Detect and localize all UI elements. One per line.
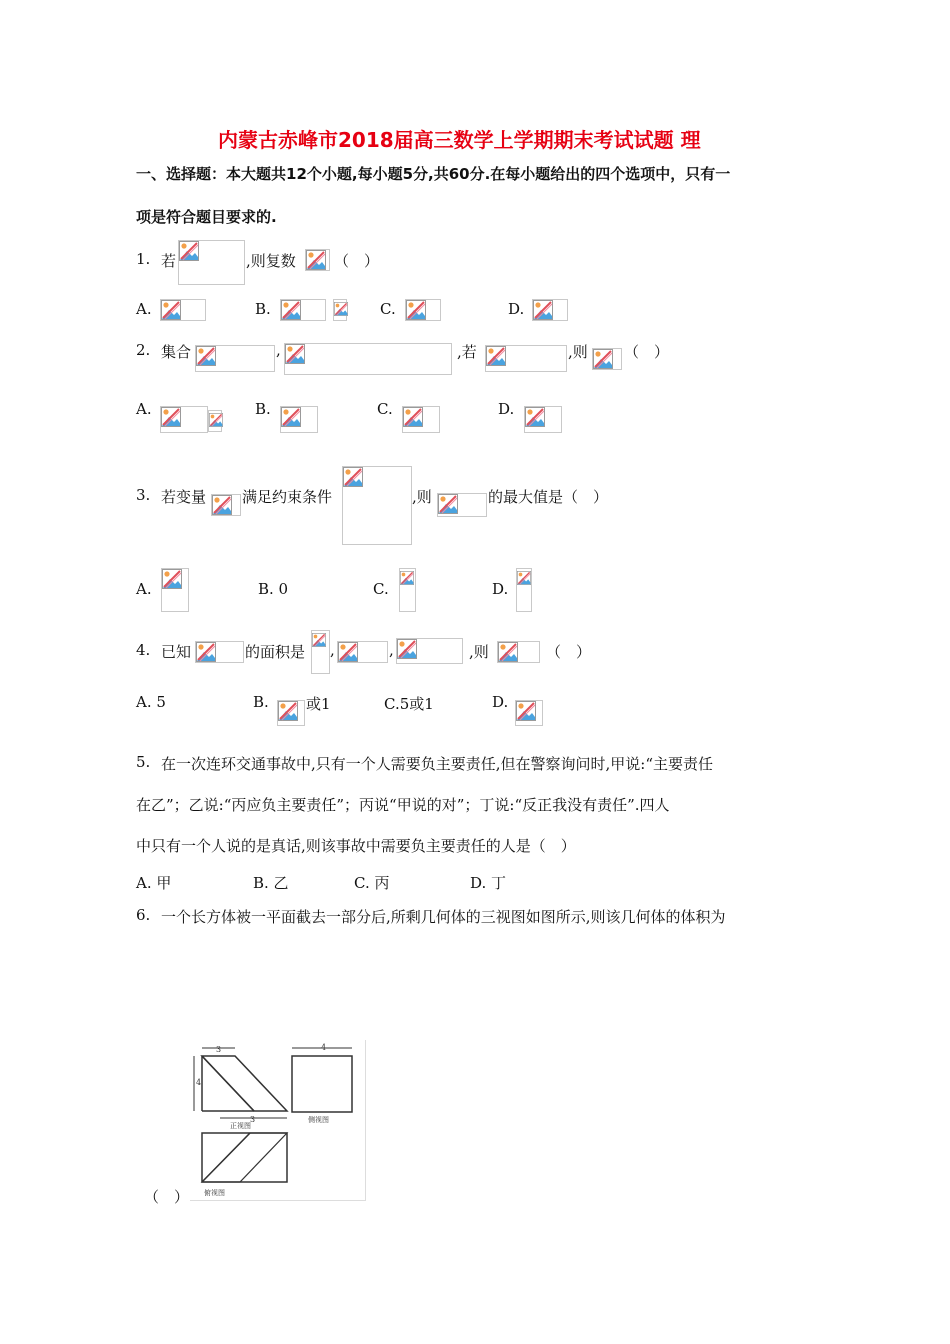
formula-image xyxy=(195,345,275,372)
broken-image-icon xyxy=(403,407,423,427)
q5-line-2: 在乙”；乙说:“丙应负主要责任”；丙说“甲说的对”；丁说:“反正我没有责任”.四人 xyxy=(136,796,670,814)
broken-image-icon xyxy=(179,241,199,261)
q5-line-1: 在一次连环交通事故中,只有一个人需要负主要责任,但在警察询问时,甲说:“主要责任 xyxy=(161,755,714,773)
q5-number: 5. xyxy=(136,753,151,771)
formula-image xyxy=(524,406,562,433)
formula-image xyxy=(160,406,208,433)
q4-text-1: 已知 xyxy=(161,643,192,661)
q1-option-b: B. xyxy=(255,300,271,318)
q5-option-a: A. 甲 xyxy=(136,874,172,892)
q2-option-c: C. xyxy=(377,400,393,418)
q1-option-a: A. xyxy=(136,300,152,318)
broken-image-icon xyxy=(161,407,181,427)
broken-image-icon xyxy=(525,407,545,427)
q2-number: 2. xyxy=(136,341,151,359)
q4-option-b-suffix: 或1 xyxy=(306,695,331,713)
q4-option-d: D. xyxy=(492,693,509,711)
broken-image-icon xyxy=(196,642,216,662)
formula-image xyxy=(333,299,347,321)
broken-image-icon xyxy=(338,642,358,662)
broken-image-icon xyxy=(281,407,301,427)
formula-image xyxy=(396,638,463,664)
q4-comma-2: , xyxy=(389,641,394,659)
top-view xyxy=(202,1133,287,1182)
broken-image-icon xyxy=(278,701,298,721)
formula-image xyxy=(515,700,543,726)
q5-option-d: D. 丁 xyxy=(470,874,507,892)
q1-number: 1. xyxy=(136,250,151,268)
front-dim-top: 3 xyxy=(216,1045,222,1054)
broken-image-icon xyxy=(209,411,223,429)
q4-option-b: B. xyxy=(253,693,269,711)
broken-image-icon xyxy=(400,569,414,587)
q1-text-2: ,则复数 xyxy=(246,252,296,270)
broken-image-icon xyxy=(486,346,506,366)
q3-option-d: D. xyxy=(492,580,509,598)
formula-image xyxy=(437,493,487,517)
formula-image xyxy=(208,410,222,432)
q4-option-c: C.5或1 xyxy=(384,695,434,713)
formula-image xyxy=(280,406,318,433)
q2-option-b: B. xyxy=(255,400,271,418)
front-dim-side: 4 xyxy=(196,1078,202,1087)
formula-image xyxy=(211,494,241,516)
section-heading-line1: 一、选择题：本大题共12个小题,每小题5分,共60分.在每小题给出的四个选项中，只有一 xyxy=(136,165,731,183)
formula-image xyxy=(402,406,440,433)
broken-image-icon xyxy=(498,642,518,662)
formula-image xyxy=(532,299,568,321)
q2-answer-blank: （ ） xyxy=(624,343,670,361)
broken-image-icon xyxy=(285,344,305,364)
broken-image-icon xyxy=(533,300,553,320)
formula-image xyxy=(399,568,416,612)
q3-text-2: 满足约束条件 xyxy=(242,488,333,506)
formula-image xyxy=(592,348,622,370)
q4-number: 4. xyxy=(136,641,151,659)
broken-image-icon xyxy=(196,346,216,366)
formula-image xyxy=(485,345,567,372)
q5-line-3: 中只有一个人说的是真话,则该事故中需要负主要责任的人是（ ） xyxy=(136,837,576,855)
formula-image xyxy=(277,700,305,726)
formula-image xyxy=(337,641,388,663)
q1-answer-blank: （ ） xyxy=(334,252,380,270)
formula-image xyxy=(195,641,244,663)
q2-text-2: ,若 xyxy=(457,343,477,361)
q6-number: 6. xyxy=(136,906,151,924)
broken-image-icon xyxy=(306,250,326,270)
broken-image-icon xyxy=(516,701,536,721)
q3-text-4: 的最大值是（ ） xyxy=(488,488,609,506)
q3-option-a: A. xyxy=(136,580,152,598)
q4-text-2: 的面积是 xyxy=(245,643,306,661)
broken-image-icon xyxy=(312,631,326,649)
broken-image-icon xyxy=(397,639,417,659)
formula-image xyxy=(280,299,326,321)
front-view-label: 正视图 xyxy=(230,1122,251,1130)
q3-text-1: 若变量 xyxy=(161,488,207,506)
formula-image xyxy=(497,641,540,663)
q4-comma-1: , xyxy=(330,641,335,659)
broken-image-icon xyxy=(593,349,613,369)
formula-image xyxy=(305,249,330,271)
q6-answer-blank: （ ） xyxy=(144,1188,190,1206)
side-view xyxy=(292,1048,352,1112)
q1-text-1: 若 xyxy=(161,252,177,270)
broken-image-icon xyxy=(406,300,426,320)
formula-image xyxy=(516,568,532,612)
front-dim-bottom: 3 xyxy=(250,1115,256,1124)
q4-answer-blank: （ ） xyxy=(546,643,592,661)
q2-text-1: 集合 xyxy=(161,343,192,361)
side-dim-top: 4 xyxy=(321,1043,327,1052)
top-view-label: 俯视图 xyxy=(204,1189,225,1197)
q2-comma-1: , xyxy=(276,341,281,359)
section-heading-line2: 项是符合题目要求的. xyxy=(136,208,277,226)
formula-image xyxy=(161,568,189,612)
broken-image-icon xyxy=(438,494,458,514)
broken-image-icon xyxy=(517,569,531,587)
q2-text-3: ,则 xyxy=(568,343,588,361)
broken-image-icon xyxy=(161,300,181,320)
broken-image-icon xyxy=(212,495,232,515)
q1-option-c: C. xyxy=(380,300,396,318)
front-view xyxy=(194,1048,287,1118)
q3-option-c: C. xyxy=(373,580,389,598)
q5-option-c: C. 丙 xyxy=(354,874,390,892)
q2-option-a: A. xyxy=(136,400,152,418)
formula-image xyxy=(405,299,441,321)
formula-image xyxy=(284,343,452,375)
formula-image xyxy=(178,240,245,285)
q3-option-b: B. 0 xyxy=(258,580,289,598)
three-view-figure xyxy=(190,1040,366,1201)
q5-option-b: B. 乙 xyxy=(253,874,289,892)
q3-text-3: ,则 xyxy=(412,488,432,506)
broken-image-icon xyxy=(343,467,363,487)
broken-image-icon xyxy=(334,300,348,318)
broken-image-icon xyxy=(281,300,301,320)
formula-image xyxy=(160,299,206,321)
formula-image xyxy=(342,466,412,545)
formula-image xyxy=(311,630,330,674)
q1-option-d: D. xyxy=(508,300,525,318)
page-title: 内蒙古赤峰市2018届高三数学上学期期末考试试题 理 xyxy=(218,128,701,152)
q4-text-3: ,则 xyxy=(469,643,489,661)
q4-option-a: A. 5 xyxy=(136,693,166,711)
q3-number: 3. xyxy=(136,486,151,504)
three-view-drawing xyxy=(190,1040,365,1200)
q2-option-d: D. xyxy=(498,400,515,418)
broken-image-icon xyxy=(162,569,182,589)
q6-line-1: 一个长方体被一平面截去一部分后,所剩几何体的三视图如图所示,则该几何体的体积为 xyxy=(161,908,726,926)
side-view-label: 侧视图 xyxy=(308,1116,329,1124)
